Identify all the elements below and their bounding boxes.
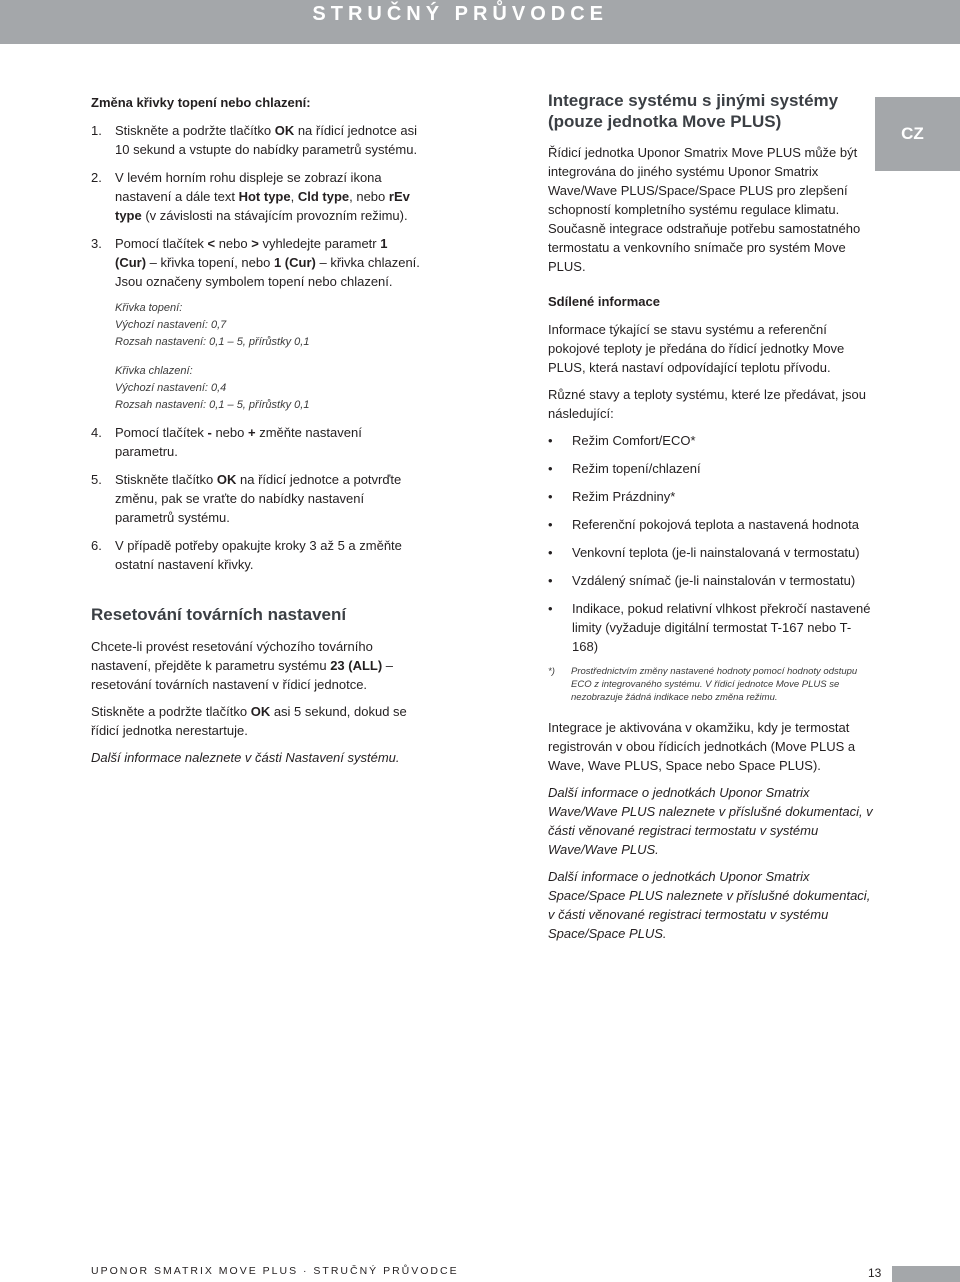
footnote-mark: *) [548,666,555,677]
activation-paragraph: Integrace je aktivována v okamžiku, kdy je termostat registrován v obou řídicích jednotkách (Move PLUS a Wave, Wave PLUS, Space nebo Space PLUS). [548,720,856,773]
step-6 [91,536,421,574]
more-info-wave: Další informace o jednotkách Uponor Smatrix Wave/Wave PLUS naleznete v příslušné dokumentaci, v části věnované registraci termostatu v systému Wave/Wave PLUS. [548,785,873,857]
bullet-icon: • [548,573,553,588]
step-text: V případě potřeby opakujte kroky 3 až 5 a změňte ostatní nastavení křivky. [115,538,402,572]
step-text: Pomocí tlačítek < nebo > vyhledejte parametr 1 (Cur) – křivka topení, nebo 1 (Cur) – křivka chlazení. Jsou označeny symbolem topení nebo chlazení. [115,236,420,289]
heat-curve-range: Rozsah nastavení: 0,1 – 5, přírůstky 0,1 [115,336,310,348]
footnote [548,665,873,704]
step-text: V levém horním rohu displeje se zobrazí ikona nastavení a dále text Hot type, Cld type, nebo rEv type (v závislosti na stávajícím provozním režimu). [115,170,410,223]
shared-info-paragraph-2: Různé stavy a teploty systému, které lze předávat, jsou následující: [548,387,866,421]
list-item: • Indikace, pokud relativní vlhkost překročí nastavené limity (vyžaduje digitální termostat T-167 nebo T-168) [548,601,871,654]
header-band [0,0,960,44]
list-item: • Vzdálený snímač (je-li nainstalován v termostatu) [548,573,856,588]
shared-states-list [548,431,873,656]
step-number: 6. [91,538,102,553]
list-item: • Referenční pokojová teplota a nastavená hodnota [548,517,859,532]
heat-curve-title: Křivka topení: [115,302,183,314]
integration-heading: Integrace systému s jinými systémy (pouze jednotka Move PLUS) [548,91,839,131]
curve-notes [115,300,421,414]
reset-paragraph-1: Chcete-li provést resetování výchozího továrního nastavení, přejděte k parametru systému 23 (ALL) – resetování továrních nastavení v řídicí jednotce. [91,639,394,692]
header-title: STRUČNÝ PRŮVODCE [312,3,608,25]
list-item: • Venkovní teplota (je-li nainstalovaná v termostatu) [548,545,860,560]
bullet-icon: • [548,517,553,532]
reset-paragraph-2: Stiskněte a podržte tlačítko OK asi 5 sekund, dokud se řídicí jednotka nerestartuje. [91,704,407,738]
language-tab: CZ [875,97,960,171]
step-number: 3. [91,236,102,251]
page-number: 13 [868,1266,882,1280]
step-3 [91,234,421,291]
step-1 [91,121,421,159]
step-5 [91,470,421,527]
cool-curve-default: Výchozí nastavení: 0,4 [115,382,227,394]
step-number: 2. [91,170,102,185]
bullet-icon: • [548,489,553,504]
reset-more-info: Další informace naleznete v části Nastavení systému. [91,750,400,765]
step-number: 5. [91,472,102,487]
bullet-icon: • [548,545,553,560]
cool-curve-title: Křivka chlazení: [115,365,193,377]
shared-info-paragraph-1: Informace týkající se stavu systému a referenční pokojové teploty je předána do řídicí jednotky Move PLUS, která nastaví odpovídající teplotu přívodu. [548,322,845,375]
step-text: Pomocí tlačítek - nebo + změňte nastavení parametru. [115,425,362,459]
step-text: Stiskněte tlačítko OK na řídicí jednotce a potvrďte změnu, pak se vraťte do nabídky nastavení parametrů systému. [115,472,402,525]
curve-heading: Změna křivky topení nebo chlazení: [91,95,311,110]
integration-intro: Řídicí jednotka Uponor Smatrix Move PLUS může být integrována do jiného systému Uponor Smatrix Wave/Wave PLUS/Space/Space PLUS pro zlepšení schopností kompletního systému regulace klimatu. Současně integrace odstraňuje potřebu samostatného termostatu a venkovního snímače pro systém Move PLUS. [548,145,861,274]
list-item: • Režim Prázdniny* [548,489,676,504]
list-item: • Režim Comfort/ECO* [548,433,696,448]
cool-curve-range: Rozsah nastavení: 0,1 – 5, přírůstky 0,1 [115,399,310,411]
footer-band [892,1266,960,1282]
step-number: 1. [91,123,102,138]
left-column [91,93,421,775]
bullet-icon: • [548,433,553,448]
reset-heading: Resetování továrních nastavení [91,605,347,624]
step-number: 4. [91,425,102,440]
bullet-icon: • [548,601,553,616]
footnote-text: Prostřednictvím změny nastavené hodnoty pomocí hodnoty odstupu ECO z integrovaného systému. V řídicí jednotce Move PLUS se nezobrazuje žádná indikace nebo změna režimu. [571,666,858,703]
step-text: Stiskněte a podržte tlačítko OK na řídicí jednotce asi 10 sekund a vstupte do nabídky parametrů systému. [115,123,418,157]
step-4 [91,423,421,461]
heat-curve-default: Výchozí nastavení: 0,7 [115,319,227,331]
shared-info-heading: Sdílené informace [548,294,660,309]
footer-text: UPONOR SMATRIX MOVE PLUS · STRUČNÝ PRŮVODCE [91,1265,459,1277]
list-item: • Režim topení/chlazení [548,461,701,476]
bullet-icon: • [548,461,553,476]
right-column [548,90,873,951]
more-info-space: Další informace o jednotkách Uponor Smatrix Space/Space PLUS naleznete v příslušné dokumentaci, v části věnované registraci termostatu v systému Space/Space PLUS. [548,869,871,941]
step-2 [91,168,421,225]
